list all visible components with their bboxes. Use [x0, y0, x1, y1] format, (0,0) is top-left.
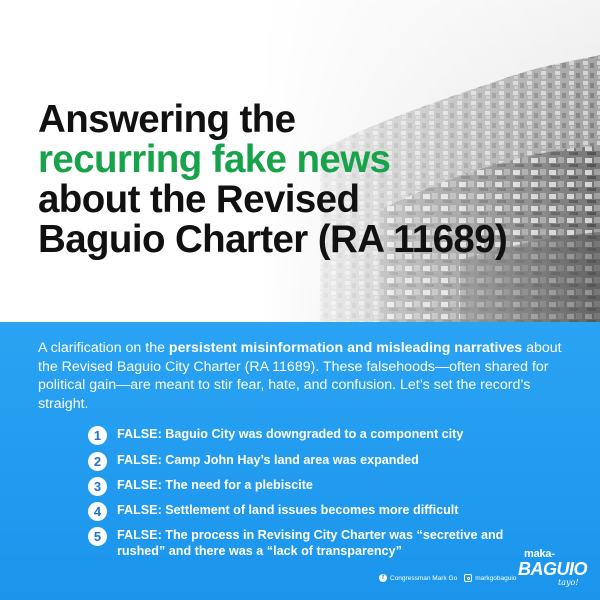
headline-line-1: Answering the — [38, 98, 296, 141]
logo-line-1: maka- — [524, 548, 555, 560]
list-item-text: FALSE: The need for a plebiscite — [117, 478, 313, 492]
list-item — [88, 452, 517, 471]
logo-line-2: BAGUIO — [518, 559, 587, 579]
headline-line-3: about the Revised — [38, 178, 360, 221]
list-item — [88, 477, 517, 496]
instagram-icon — [464, 574, 472, 582]
headline — [38, 100, 578, 260]
headline-line-4: Baguio Charter (RA 11689) — [38, 218, 508, 261]
list-item-text: FALSE: Settlement of land issues becomes more difficult — [117, 503, 459, 517]
list-item — [88, 502, 517, 521]
intro-text-bold: persistent misinformation and misleading narratives — [168, 340, 523, 356]
number-badge: 1 — [88, 426, 107, 445]
intro-text-end: about the Revised Baguio City Charter (RA 11689). These falsehoods—often shared for political gain—are meant to stir fear, hate, and confusion. Let’s set the record’s straight. — [38, 340, 562, 412]
list-item-text: FALSE: The process in Revising City Charter was “secretive and rushed” and there was a “lack of transparency” — [117, 528, 504, 558]
list-item-text: FALSE: Baguio City was downgraded to a component city — [117, 427, 464, 441]
intro-text-start: A clarification on the — [38, 340, 169, 356]
social-footer — [379, 572, 516, 584]
number-badge: 3 — [88, 477, 107, 496]
number-badge: 2 — [88, 452, 107, 471]
headline-line-2-highlight: recurring fake news — [38, 138, 391, 181]
list-item — [88, 426, 517, 445]
intro-paragraph — [38, 339, 568, 413]
number-badge: 4 — [88, 502, 107, 521]
list-item — [88, 527, 517, 559]
logo-line-3: tayo! — [558, 578, 579, 587]
maka-baguio-logo — [518, 548, 590, 592]
number-badge: 5 — [88, 527, 107, 546]
instagram-handle: markgobaguio — [475, 574, 517, 582]
facebook-icon: f — [379, 574, 387, 582]
facebook-handle: Congressman Mark Go — [390, 574, 458, 582]
list-item-text: FALSE: Camp John Hay’s land area was expanded — [117, 453, 419, 467]
